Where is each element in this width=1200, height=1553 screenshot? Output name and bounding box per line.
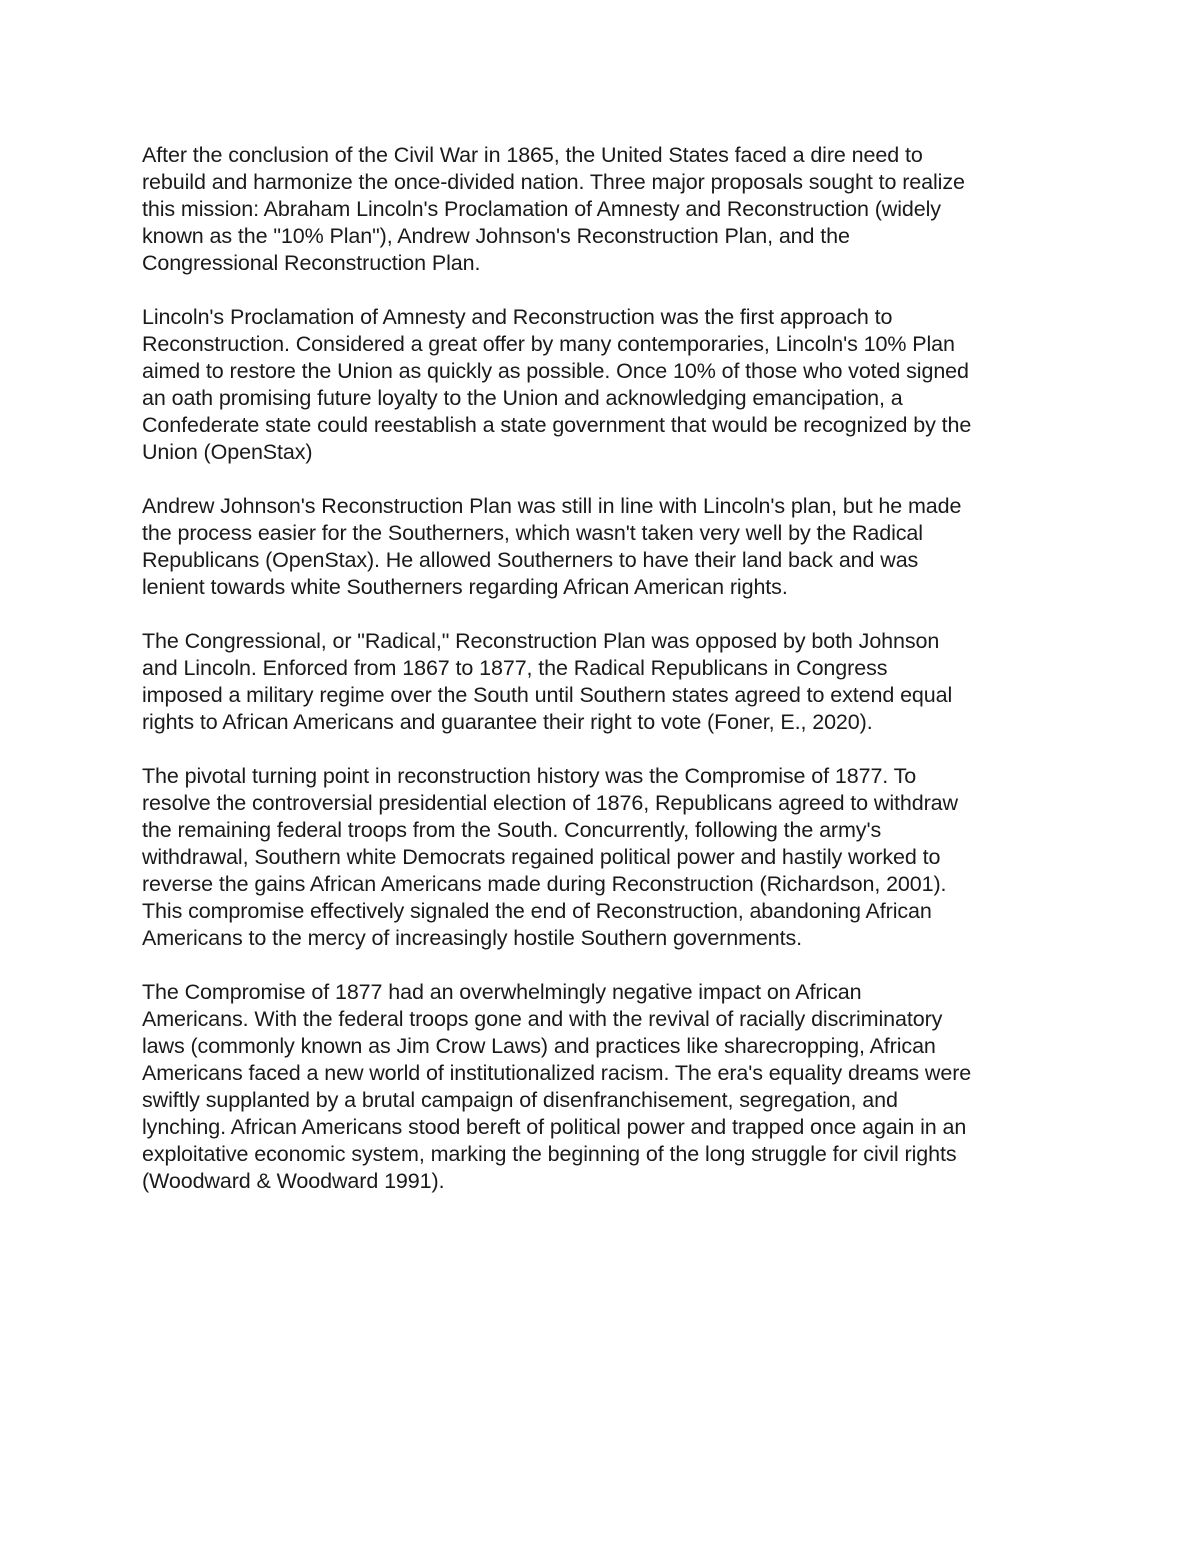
text-line: rights to African Americans and guarantee their right to vote (Foner, E., 2020).	[142, 710, 873, 734]
text-line: known as the "10% Plan"), Andrew Johnson's Reconstruction Plan, and the	[142, 224, 850, 248]
paragraph-johnson-plan	[142, 493, 1072, 601]
text-line: aimed to restore the Union as quickly as possible. Once 10% of those who voted signed	[142, 359, 969, 383]
text-line: the remaining federal troops from the South. Concurrently, following the army's	[142, 818, 882, 842]
text-line: Union (OpenStax)	[142, 440, 313, 464]
text-line: Americans to the mercy of increasingly hostile Southern governments.	[142, 926, 803, 950]
text-line: Republicans (OpenStax). He allowed Southerners to have their land back and was	[142, 548, 919, 572]
text-line: Lincoln's Proclamation of Amnesty and Reconstruction was the first approach to	[142, 305, 893, 329]
text-line: an oath promising future loyalty to the Union and acknowledging emancipation, a	[142, 386, 903, 410]
text-line: and Lincoln. Enforced from 1867 to 1877, the Radical Republicans in Congress	[142, 656, 888, 680]
text-line: The Congressional, or "Radical," Reconstruction Plan was opposed by both Johnson	[142, 629, 940, 653]
text-line: laws (commonly known as Jim Crow Laws) and practices like sharecropping, African	[142, 1034, 936, 1058]
text-line: lenient towards white Southerners regarding African American rights.	[142, 575, 788, 599]
text-line: rebuild and harmonize the once-divided nation. Three major proposals sought to realize	[142, 170, 965, 194]
text-line: reverse the gains African Americans made during Reconstruction (Richardson, 2001).	[142, 872, 947, 896]
text-line: This compromise effectively signaled the end of Reconstruction, abandoning African	[142, 899, 932, 923]
text-line: The Compromise of 1877 had an overwhelmingly negative impact on African	[142, 980, 862, 1004]
text-line: Americans faced a new world of institutionalized racism. The era's equality dreams were	[142, 1061, 972, 1085]
text-line: lynching. African Americans stood bereft of political power and trapped once again in an	[142, 1115, 967, 1139]
paragraph-intro	[142, 142, 1072, 277]
text-line: exploitative economic system, marking the beginning of the long struggle for civil rights	[142, 1142, 957, 1166]
text-line: Andrew Johnson's Reconstruction Plan was still in line with Lincoln's plan, but he made	[142, 494, 962, 518]
text-line: Congressional Reconstruction Plan.	[142, 251, 481, 275]
text-line: After the conclusion of the Civil War in 1865, the United States faced a dire need to	[142, 143, 923, 167]
text-line: this mission: Abraham Lincoln's Proclamation of Amnesty and Reconstruction (widely	[142, 197, 941, 221]
text-line: withdrawal, Southern white Democrats regained political power and hastily worked to	[142, 845, 941, 869]
text-line: The pivotal turning point in reconstruction history was the Compromise of 1877. To	[142, 764, 917, 788]
document-body	[142, 142, 1072, 1222]
text-line: Americans. With the federal troops gone and with the revival of racially discriminatory	[142, 1007, 943, 1031]
text-line: the process easier for the Southerners, which wasn't taken very well by the Radical	[142, 521, 923, 545]
paragraph-impact	[142, 979, 1072, 1195]
text-line: Confederate state could reestablish a state government that would be recognized by the	[142, 413, 972, 437]
paragraph-lincoln-plan	[142, 304, 1072, 466]
text-line: imposed a military regime over the South until Southern states agreed to extend equal	[142, 683, 953, 707]
paragraph-congressional-plan	[142, 628, 1072, 736]
text-line: resolve the controversial presidential election of 1876, Republicans agreed to withdraw	[142, 791, 958, 815]
text-line: (Woodward & Woodward 1991).	[142, 1169, 445, 1193]
paragraph-compromise-1877	[142, 763, 1072, 952]
text-line: swiftly supplanted by a brutal campaign of disenfranchisement, segregation, and	[142, 1088, 898, 1112]
text-line: Reconstruction. Considered a great offer by many contemporaries, Lincoln's 10% Plan	[142, 332, 955, 356]
